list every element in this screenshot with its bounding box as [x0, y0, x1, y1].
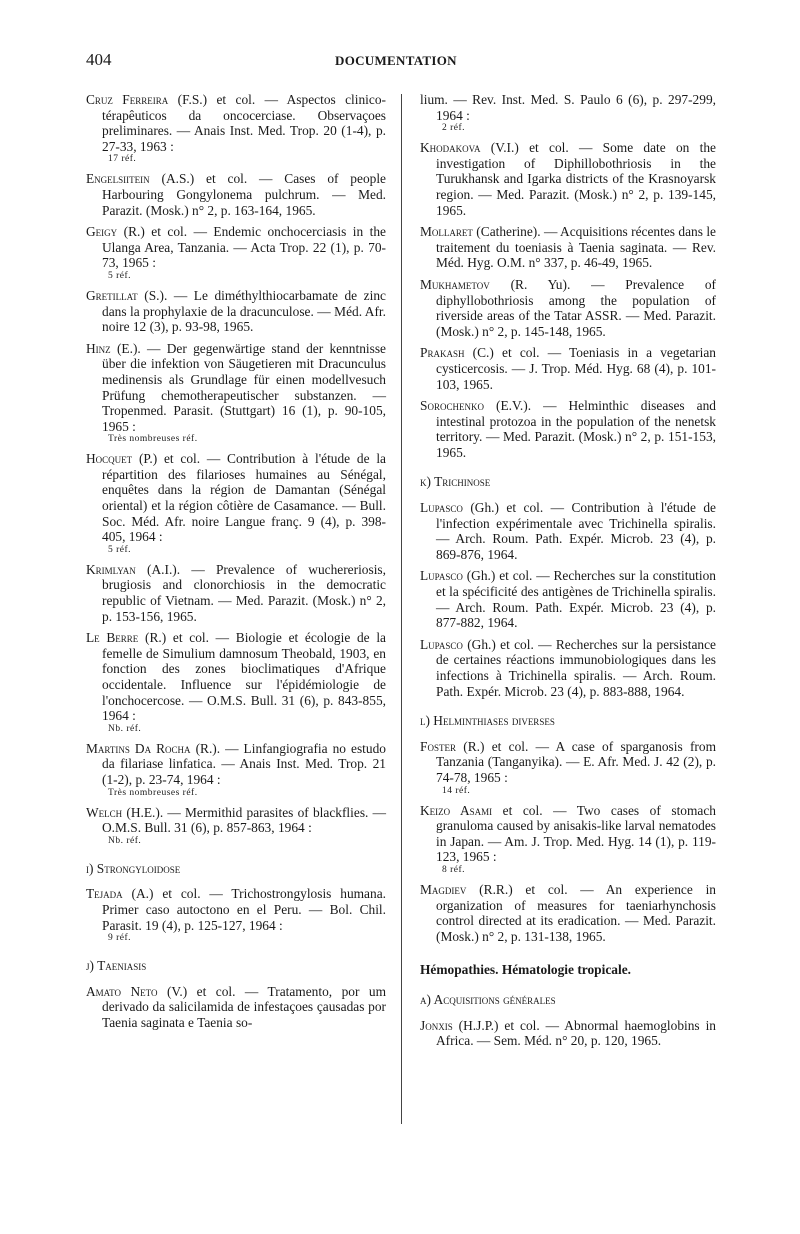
major-heading: Hémopathies. Hématologie tropicale. — [420, 962, 631, 978]
reference-count-note: 5 réf. — [108, 270, 132, 281]
entry-citation: (V.I.) et col. — Some date on the investigation of Diphillobothriosis in the Turukhansk and Igarka districts of the Krasnoyarsk region. — Med. Parazit. (Mosk.) n° 2, p. 139-145, 1965. — [436, 140, 717, 218]
bibliography-entry — [86, 984, 386, 1031]
entry-author: Cruz Ferreira — [86, 92, 169, 107]
bibliography-entry — [420, 568, 716, 630]
reference-count-note: 14 réf. — [442, 785, 471, 796]
entry-citation: (Gh.) et col. — Recherches sur la constitution et la spécificité des antigènes de Trichinella spiralis. — Arch. Roum. Path. Expér. Microb. 23 (4), p. 877-882, 1964. — [436, 568, 716, 631]
bibliography-entry — [420, 1018, 716, 1049]
entry-citation: (R.) et col. — Endemic onchocerciasis in the Ulanga Area, Tanzania. — Acta Trop. 22 (1), p. 70-73, 1965 : — [102, 224, 386, 271]
bibliography-entry — [86, 171, 386, 218]
left-column — [86, 92, 386, 1037]
entry-citation: (Gh.) et col. — Recherches sur la persistance de certaines réactions immunobiologiques dans les infections à Trichinella spiralis. — Arch. Roum. Path. Expér. Microb. 23 (4), p. 883-888, 1964. — [436, 636, 716, 699]
bibliography-entry — [420, 345, 716, 392]
entry-citation: (V.) et col. — Tratamento, por um derivado da salicilamida de infestaçoes çausadas por Taenia saginata e Taenia so- — [102, 983, 386, 1030]
entry-citation: (A.) et col. — Trichostrongylosis humana. Primer caso autoctono en el Peru. — Bol. Chil. Parasit. 19 (4), p. 125-127, 1964 : — [102, 886, 386, 933]
entry-citation: (E.V.). — Helminthic diseases and intestinal protozoa in the population of the nenetsk territory. — Med. Parazit. (Mosk.) n° 2, p. 151-153, 1965. — [436, 398, 716, 460]
entry-citation: (S.). — Le diméthylthiocarbamate de zinc dans la prophylaxie de la dracunculose. — Méd. Afr. noire 12 (3), p. 93-98, 1965. — [102, 287, 386, 335]
bibliography-entry — [86, 886, 386, 944]
page-number: 404 — [86, 50, 112, 69]
entry-author: Welch — [86, 804, 123, 820]
entry-author: Hocquet — [86, 451, 133, 467]
entry-citation: (Catherine). — Acquisitions récentes dans le traitement du toeniasis à Taenia saginata. — Rev. Méd. Hyg. O.M. n° 337, p. 46-49, 1965. — [436, 224, 716, 271]
entry-author: Amato Neto — [86, 983, 158, 999]
reference-count-note: 8 réf. — [442, 864, 466, 875]
bibliography-entry — [86, 805, 386, 847]
running-head: DOCUMENTATION — [335, 53, 457, 68]
entry-author: Geigy — [86, 224, 118, 240]
bibliography-entry — [420, 224, 716, 271]
entry-citation: (C.) et col. — Toeniasis in a vegetarian cysticercosis. — J. Trop. Méd. Hyg. 68 (4), p. 101-103, 1965. — [436, 345, 716, 392]
entry-author: Foster — [420, 738, 456, 754]
bibliography-entry — [86, 741, 386, 799]
entry-citation: (F.S.) et col. — Aspectos clinico-térapêuticos da oncocerciase. Observaçoes preliminares. — Anais Inst. Med. Trop. 20 (1-4), p. 27-33, 1963 : — [102, 92, 386, 154]
section-heading: a) Acquisitions générales — [420, 991, 556, 1007]
entry-author: Lupasco — [420, 500, 463, 516]
entry-citation: (P.) et col. — Contribution à l'étude de la répartition des filarioses humaines au Sénégal, enquêtes dans la région de Damantan (Sénégal oriental) et la région côtière de Casamance. — Bull. Soc. Méd. Afr. noire Langue franç. 9 (4), p. 398-405, 1964 : — [102, 451, 386, 545]
entry-citation: (E.). — Der gegenwärtige stand der kenntnisse über die infektion von Säugetieren mit Dracunculus medinensis als Grundlage für einen modellvesuch Prüfung chemotherapeutischer substanzen. — Tropenmed. Parasit. (Stuttgart) 16 (1), p. 90-105, 1965 : — [102, 340, 386, 434]
entry-citation: (R.) et col. — A case of sparganosis from Tanzania (Tanganyika). — E. Afr. Med. J. 42 (2), p. 74-78, 1965 : — [436, 738, 716, 785]
bibliography-entry — [86, 341, 386, 446]
bibliography-entry — [420, 803, 716, 876]
bibliography-entry — [420, 277, 716, 339]
column-divider — [401, 94, 402, 1124]
entry-author: Lupasco — [420, 568, 463, 584]
reference-count-note: Très nombreuses réf. — [108, 434, 198, 445]
entry-author: Mukhametov — [420, 276, 490, 292]
bibliography-entry — [420, 739, 716, 797]
reference-count-note: 9 réf. — [108, 933, 132, 944]
entry-author: Lupasco — [420, 636, 463, 652]
reference-count-note: 2 réf. — [442, 123, 466, 134]
entry-author: Prakash — [420, 345, 465, 361]
reference-count-note: Nb. réf. — [108, 723, 142, 734]
entry-citation: (R.) et col. — Biologie et écologie de la femelle de Simulium damnosum Theobald, 1903, en fonction des zones bioclimatiques d'Afrique occidentale. Influence sur l'épidémiologie de l'onchocercose. — O.M.S. Bull. 31 (6), p. 843-855, 1964 : — [102, 630, 386, 724]
entry-author: Le Berre — [86, 630, 139, 646]
entry-citation: (A.I.). — Prevalence of wuchereriosis, brugiosis and clonorchiosis in the democratic republic of Vietnam. — Med. Parazit. (Mosk.) n° 2, p. 153-156, 1965. — [102, 561, 386, 624]
entry-author: Magdiev — [420, 881, 467, 897]
entry-citation: et col. — Two cases of stomach granuloma caused by anisakis-like larval nematodes in Japan. — Am. J. Trop. Med. Hyg. 14 (1), p. 119-123, 1965 : — [436, 802, 716, 865]
section-heading: l) Helminthiases diverses — [420, 713, 555, 729]
entry-author: Engelsiitein — [86, 171, 150, 187]
entry-author: Tejada — [86, 886, 123, 902]
entry-citation: (R. Yu). — Prevalence of diphyllobothriosis among the population of riverside areas of the Tatar ASSR. — Med. Parazit. (Mosk.) n° 2, p. 145-148, 1965. — [436, 276, 716, 339]
bibliography-entry — [420, 398, 716, 460]
reference-count-note: 5 réf. — [108, 544, 132, 555]
bibliography-entry — [420, 92, 716, 134]
entry-author: Mollaret — [420, 224, 473, 240]
entry-author: Sorochenko — [420, 398, 484, 414]
reference-count-note: 17 réf. — [108, 154, 137, 165]
entry-author: Gretillat — [86, 287, 138, 303]
entry-citation: (A.S.) et col. — Cases of people Harbouring Gongylonema pulchrum. — Med. Parazit. (Mosk.) n° 2, p. 163-164, 1965. — [102, 171, 386, 218]
entry-author: Keizo Asami — [420, 802, 493, 818]
entry-citation: (Gh.) et col. — Contribution à l'étude de l'infection expérimentale avec Trichinella spiralis. — Arch. Roum. Path. Expér. Microb. 23 (4), p. 869-876, 1964. — [436, 500, 716, 562]
section-heading: i) Strongyloidose — [86, 860, 181, 876]
section-heading: j) Taeniasis — [86, 958, 147, 974]
bibliography-entry — [420, 882, 716, 944]
entry-author: Krimlyan — [86, 561, 136, 577]
bibliography-entry — [420, 140, 716, 218]
entry-citation: lium. — Rev. Inst. Med. S. Paulo 6 (6), p. 297-299, 1964 : — [420, 92, 716, 123]
bibliography-entry — [86, 92, 386, 165]
bibliography-entry — [420, 500, 716, 562]
bibliography-entry — [420, 637, 716, 699]
entry-citation: (H.E.). — Mermithid parasites of blackflies. — O.M.S. Bull. 31 (6), p. 857-863, 1964 : — [102, 804, 386, 836]
bibliography-entry — [86, 451, 386, 556]
reference-count-note: Très nombreuses réf. — [108, 787, 198, 798]
right-column — [420, 92, 716, 1055]
bibliography-entry — [86, 224, 386, 282]
entry-author: Martins Da Rocha — [86, 740, 191, 756]
bibliography-entry — [86, 562, 386, 624]
entry-citation: (H.J.P.) et col. — Abnormal haemoglobins in Africa. — Sem. Méd. n° 20, p. 120, 1965. — [436, 1017, 716, 1049]
bibliography-entry — [86, 288, 386, 335]
bibliography-entry — [86, 630, 386, 735]
section-heading: k) Trichinose — [420, 474, 491, 490]
entry-citation: (R.). — Linfangiografia no estudo da filariase linfatica. — Anais Inst. Med. Trop. 21 (1-2), p. 23-74, 1964 : — [102, 740, 386, 787]
entry-citation: (R.R.) et col. — An experience in organization of measures for taeniarhynchosis control directed at its eradication. — Med. Parazit. (Mosk.) n° 2, p. 131-138, 1965. — [436, 881, 716, 944]
entry-author: Khodakova — [420, 140, 481, 156]
entry-author: Hinz — [86, 340, 111, 356]
reference-count-note: Nb. réf. — [108, 835, 142, 846]
entry-author: Jonxis — [420, 1017, 453, 1033]
